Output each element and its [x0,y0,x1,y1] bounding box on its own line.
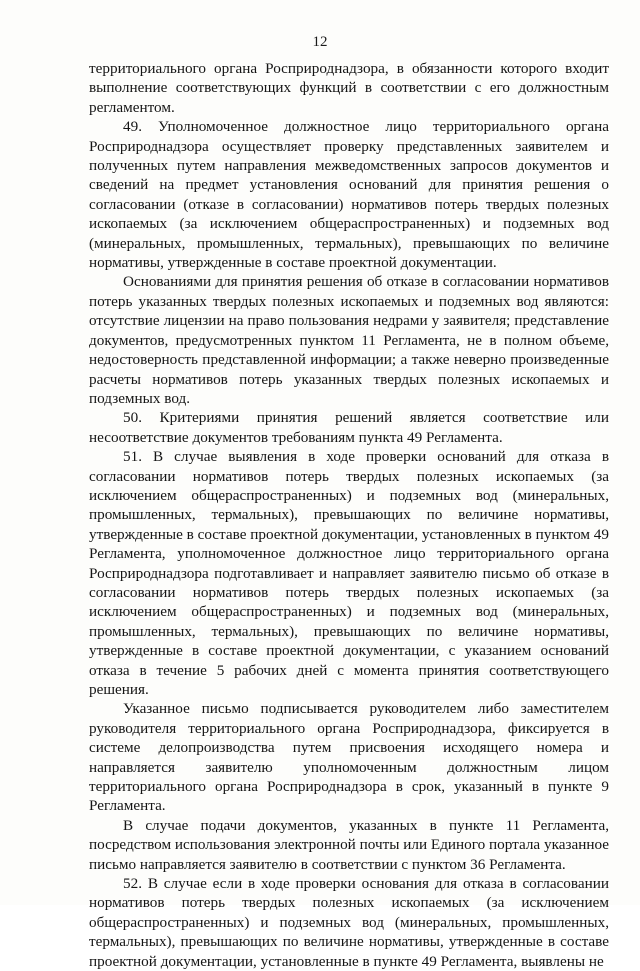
page-number: 12 [312,34,328,50]
paragraph-continuation: территориального органа Росприроднадзора, в обязанности которого входит выполнение соответствующих функций в соответствии с его должностным регламентом. [89,60,609,116]
paragraph-51: 51. В случае выявления в ходе проверки оснований для отказа в согласовании нормативов потерь твердых полезных ископаемых (за исключением общераспространенных) и подземных вод (минеральных, промышленных, термальных), превышающих по величине нормативы, утвержденные в составе проектной документации, установленных в пунктом 49 Регламента, уполномоченное должностное лицо территориального органа Росприроднадзора подготавливает и направляет заявителю письмо об отказе в согласовании нормативов потерь твердых полезных ископаемых (за исключением общераспространенных) и подземных вод (минеральных, промышленных, термальных), превышающих по величине нормативы, утвержденные в составе проектной документации, с указанием оснований отказа в течение 5 рабочих дней с момента принятия соответствующего решения. [89,448,609,698]
paragraph-electronic-submission: В случае подачи документов, указанных в пункте 11 Регламента, посредством использования электронной почты или Единого портала указанное письмо направляется заявителю в соответствии с пунктом 36 Регламента. [89,816,609,873]
paragraph-letter-signing: Указанное письмо подписывается руководителем либо заместителем руководителя территориального органа Росприроднадзора, фиксируется в системе делопроизводства путем присвоения исходящего номера и направляется заявителю уполномоченным должностным лицом территориального органа Росприроднадзора в срок, указанный в пункте 9 Регламента. [89,700,609,815]
paragraph-49: 49. Уполномоченное должностное лицо территориального органа Росприроднадзора осуществляет проверку представленных заявителем и полученных путем направления межведомственных запросов документов и сведений на предмет установления оснований для принятия решения о согласовании (отказе в согласовании) нормативов потерь твердых полезных ископаемых (за исключением общераспространенных) и подземных вод (минеральных, промышленных, термальных), превышающих по величине нормативы, утвержденные в составе проектной документации. [89,118,609,272]
paragraph-refusal-grounds: Основаниями для принятия решения об отказе в согласовании нормативов потерь указанных твердых полезных ископаемых и подземных вод являются: отсутствие лицензии на право пользования недрами у заявителя; представление документов, предусмотренных пунктом 11 Регламента, не в полном объеме, недостоверность представленной информации; а также неверно произведенные расчеты нормативов потерь указанных твердых полезных ископаемых и подземных вод. [89,273,609,407]
paragraph-50: 50. Критериями принятия решений является соответствие или несоответствие документов требованиям пункта 49 Регламента. [89,409,609,446]
paragraph-52: 52. В случае если в ходе проверки основания для отказа в согласовании нормативов потерь твердых полезных ископаемых (за исключением общераспространенных) и подземных вод (минеральных, промышленных, термальных), превышающих по величине нормативы, утвержденные в составе проектной документации, установленные в пункте 49 Регламента, выявлены не [89,875,609,970]
document-body [89,59,609,971]
